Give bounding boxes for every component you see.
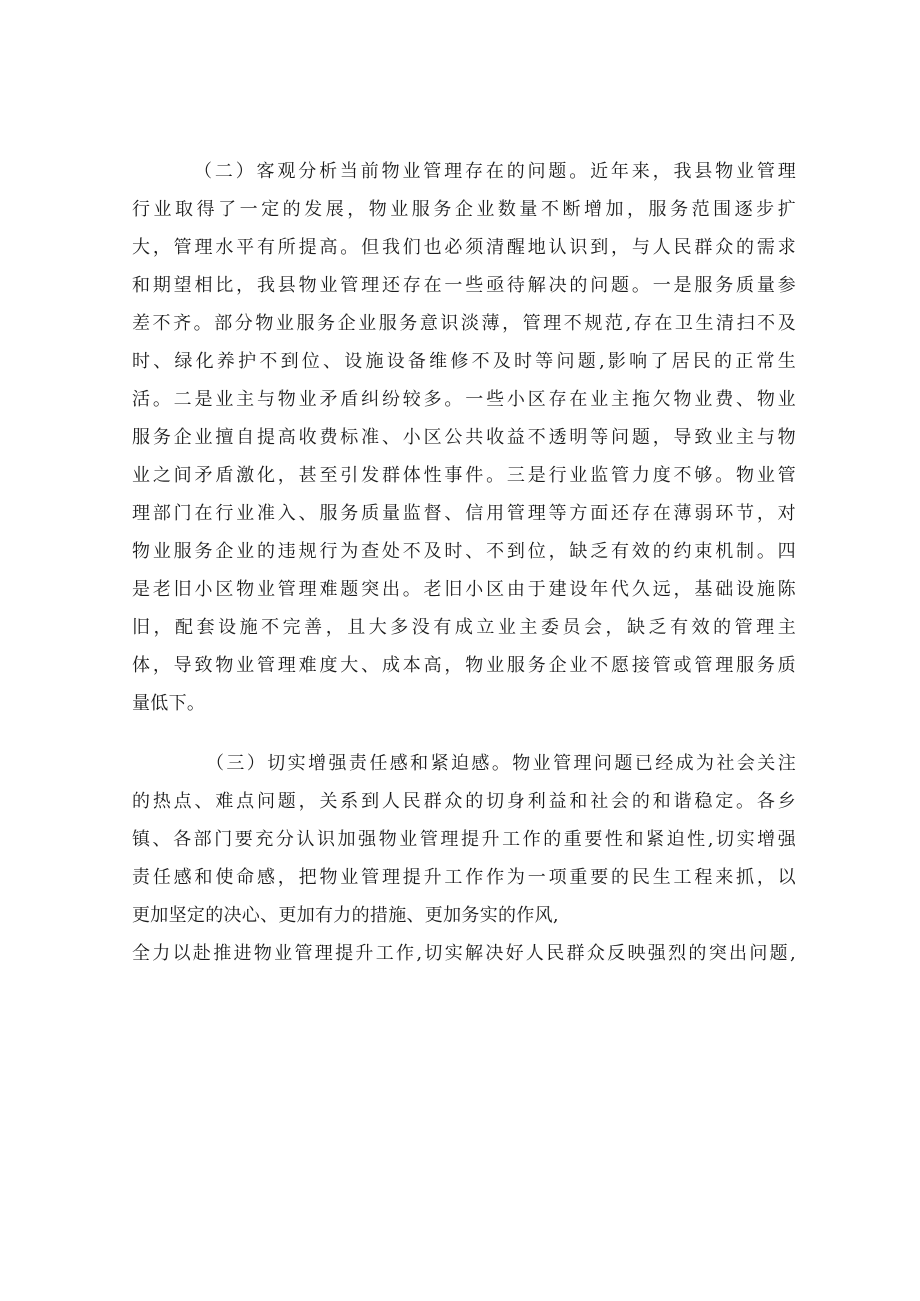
text-line: 活。二是业主与物业矛盾纠纷较多。一些小区存在业主拖欠物业费、物业 — [132, 389, 796, 410]
text-line: （三）切实增强责任感和紧迫感。物业管理问题已经成为社会关注 — [206, 753, 796, 774]
text-line: 更加坚定的决心、更加有力的措施、更加务实的作风, — [132, 905, 559, 926]
text-line: 时、绿化养护不到位、设施设备维修不及时等问题,影响了居民的正常生 — [132, 351, 796, 372]
text-line: 的热点、难点问题，关系到人民群众的切身利益和社会的和谐稳定。各乡 — [132, 791, 796, 812]
text-line: 行业取得了一定的发展，物业服务企业数量不断增加，服务范围逐步扩 — [132, 199, 796, 220]
text-line: 旧，配套设施不完善，且大多没有成立业主委员会，缺乏有效的管理主 — [132, 617, 796, 638]
text-line: 责任感和使命感，把物业管理提升工作作为一项重要的民生工程来抓，以 — [132, 867, 796, 888]
text-line: 大，管理水平有所提高。但我们也必须清醒地认识到，与人民群众的需求 — [132, 237, 796, 258]
text-line: 体，导致物业管理难度大、成本高，物业服务企业不愿接管或管理服务质 — [132, 655, 796, 676]
text-line: 物业服务企业的违规行为查处不及时、不到位，缺乏有效的约束机制。四 — [132, 541, 796, 562]
text-line: （二）客观分析当前物业管理存在的问题。近年来，我县物业管理 — [194, 161, 796, 182]
text-line: 业之间矛盾激化，甚至引发群体性事件。三是行业监管力度不够。物业管 — [132, 465, 796, 486]
text-line: 差不齐。部分物业服务企业服务意识淡薄，管理不规范,存在卫生清扫不及 — [132, 313, 796, 334]
text-line: 量低下。 — [132, 693, 206, 714]
text-line: 是老旧小区物业管理难题突出。老旧小区由于建设年代久远，基础设施陈 — [132, 579, 796, 600]
text-line: 镇、各部门要充分认识加强物业管理提升工作的重要性和紧迫性,切实增强 — [132, 829, 796, 850]
text-line: 全力以赴推进物业管理提升工作,切实解决好人民群众反映强烈的突出问题, — [132, 943, 796, 964]
text-line: 服务企业擅自提高收费标准、小区公共收益不透明等问题，导致业主与物 — [132, 427, 796, 448]
text-line: 和期望相比，我县物业管理还存在一些亟待解决的问题。一是服务质量参 — [132, 275, 796, 296]
text-line: 理部门在行业准入、服务质量监督、信用管理等方面还存在薄弱环节，对 — [132, 503, 796, 524]
